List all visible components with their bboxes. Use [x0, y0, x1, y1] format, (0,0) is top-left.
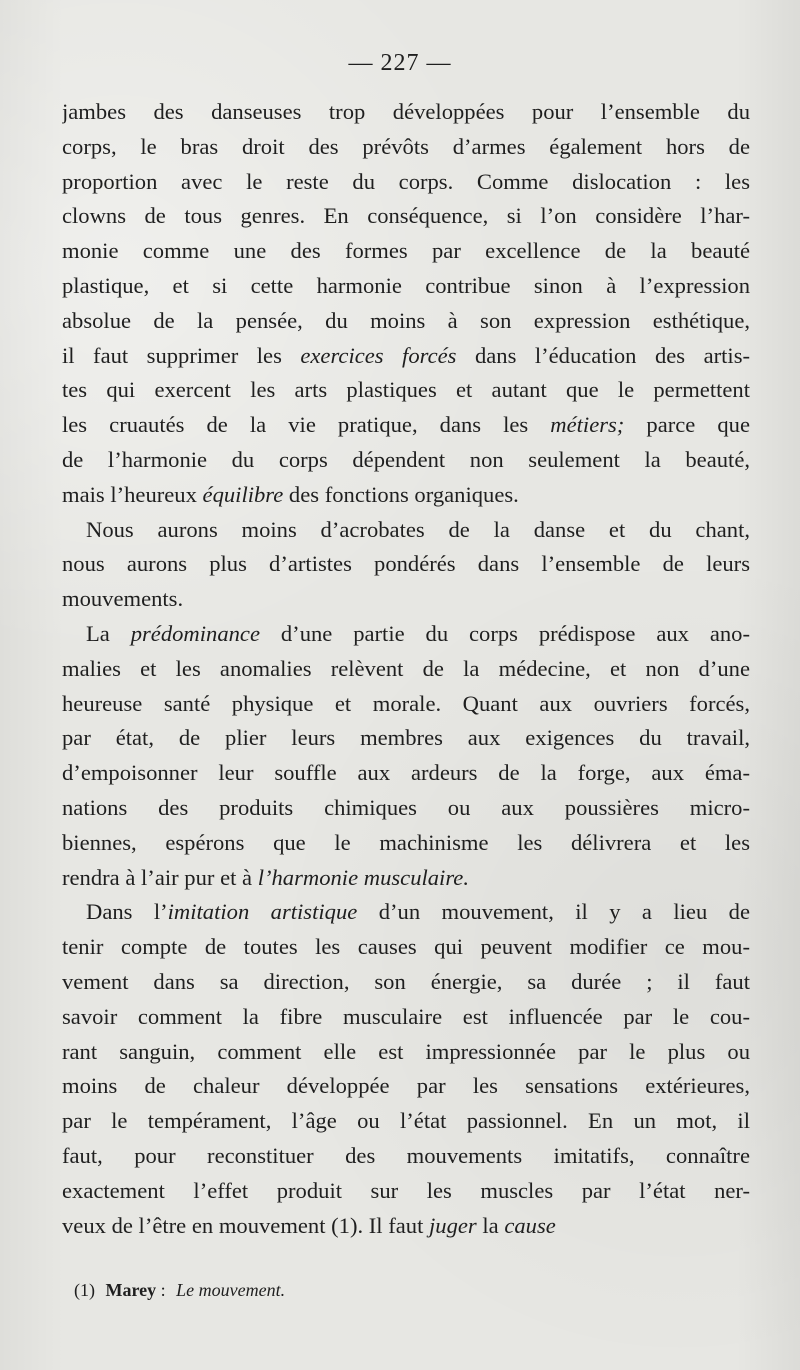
page-number: — 227 — [348, 50, 452, 76]
text-line [62, 304, 750, 339]
text-segment: savoir comment la fibre musculaire est influencée par le cou- [62, 1003, 750, 1029]
text-segment: nous aurons plus d’artistes pondérés dans l’ensemble de leurs [62, 551, 750, 577]
text-line [62, 373, 750, 408]
text-line [62, 443, 750, 478]
text-line [62, 130, 750, 165]
text-segment: vement dans sa direction, son énergie, sa durée ; il faut [62, 968, 750, 994]
text-segment: corps, le bras droit des prévôts d’armes également hors de [62, 133, 750, 159]
text-line [62, 930, 750, 965]
text-line [62, 895, 750, 930]
text-segment: plastique, et si cette harmonie contribue sinon à l’expression [62, 272, 750, 298]
italic-phrase: équilibre [202, 481, 284, 507]
italic-phrase: cause [504, 1212, 556, 1238]
italic-phrase: prédominance [130, 620, 260, 646]
text-segment: faut, pour reconstituer des mouvements imitatifs, connaître [62, 1142, 750, 1168]
italic-phrase: juger [429, 1212, 477, 1238]
text-segment: monie comme une des formes par excellence de la beauté [62, 238, 750, 264]
text-line [62, 791, 750, 826]
footnote-author: Marey [105, 1280, 157, 1300]
text-segment: exactement l’effet produit sur les muscles par l’état ner- [62, 1177, 750, 1203]
text-segment: d’empoisonner leur souffle aux ardeurs de la forge, aux éma- [62, 760, 750, 786]
text-segment: proportion avec le reste du corps. Comme dislocation : les [62, 168, 750, 194]
italic-phrase: exercices forcés [300, 342, 457, 368]
text-line [62, 652, 750, 687]
text-segment: la [476, 1212, 505, 1238]
text-segment: il faut supprimer les [62, 342, 301, 368]
text-segment: jambes des danseuses trop développées pour l’ensemble du [62, 99, 750, 124]
body-text [62, 95, 750, 1243]
text-line [62, 199, 750, 234]
text-line [62, 478, 750, 513]
text-segment: malies et les anomalies relèvent de la médecine, et non d’une [62, 655, 750, 681]
text-segment: La [86, 620, 131, 646]
text-segment: par état, de plier leurs membres aux exigences du travail, [62, 725, 750, 751]
footnote-separator: : [160, 1280, 166, 1300]
text-segment: Dans l’ [86, 899, 168, 925]
text-line [62, 339, 750, 374]
footnote-title: Le mouvement. [176, 1280, 286, 1300]
text-segment: d’une partie du corps prédispose aux ano- [259, 620, 750, 646]
text-line [62, 1139, 750, 1174]
text-segment: les cruautés de la vie pratique, dans les [62, 412, 551, 438]
text-segment: veux de l’être en mouvement (1). Il faut [62, 1212, 430, 1238]
text-line [62, 721, 750, 756]
text-line [62, 617, 750, 652]
text-line [62, 1174, 750, 1209]
text-line [62, 1000, 750, 1035]
text-segment: heureuse santé physique et morale. Quant aux ouvriers forcés, [62, 690, 750, 716]
text-segment: tes qui exercent les arts plastiques et autant que le permettent [62, 377, 750, 403]
text-segment: de l’harmonie du corps dépendent non seulement la beauté, [62, 446, 750, 472]
italic-phrase: métiers; [550, 412, 625, 438]
text-segment: par le tempérament, l’âge ou l’état passionnel. En un mot, il [62, 1108, 750, 1134]
text-line [62, 234, 750, 269]
text-line [62, 513, 750, 548]
text-line [62, 408, 750, 443]
text-segment: mouvements. [62, 586, 184, 612]
text-segment: nations des produits chimiques ou aux poussières micro- [62, 794, 750, 820]
text-line [62, 826, 750, 861]
text-line [62, 861, 750, 896]
footnote-marker: (1) [74, 1280, 95, 1300]
text-segment: des fonctions organiques. [283, 481, 519, 507]
text-line [62, 965, 750, 1000]
text-segment: absolue de la pensée, du moins à son expression esthétique, [62, 307, 750, 333]
text-segment: Nous aurons moins d’acrobates de la danse et du chant, [86, 516, 750, 542]
text-line [62, 1069, 750, 1104]
text-line [62, 756, 750, 791]
text-segment: tenir compte de toutes les causes qui peuvent modifier ce mou- [62, 934, 750, 960]
text-line [62, 547, 750, 582]
text-line [62, 165, 750, 200]
text-segment: rendra à l’air pur et à [62, 864, 258, 890]
text-segment: clowns de tous genres. En conséquence, si l’on considère l’har- [62, 203, 750, 229]
text-segment: biennes, espérons que le machinisme les délivrera et les [62, 829, 750, 855]
text-segment: d’un mouvement, il y a lieu de [357, 899, 750, 925]
italic-phrase: l’harmonie musculaire. [257, 864, 469, 890]
text-segment: rant sanguin, comment elle est impressionnée par le plus ou [62, 1038, 750, 1064]
text-segment: moins de chaleur développée par les sensations extérieures, [62, 1073, 750, 1099]
italic-phrase: imitation artistique [167, 899, 358, 925]
text-segment: dans l’éducation des artis- [456, 342, 750, 368]
text-line [62, 95, 750, 130]
text-line [62, 269, 750, 304]
text-line [62, 1104, 750, 1139]
text-segment: mais l’heureux [62, 481, 203, 507]
text-line [62, 582, 750, 617]
text-line [62, 1035, 750, 1070]
footnote [74, 1278, 285, 1302]
text-line [62, 687, 750, 722]
text-segment: parce que [624, 412, 750, 438]
text-line [62, 1209, 750, 1244]
